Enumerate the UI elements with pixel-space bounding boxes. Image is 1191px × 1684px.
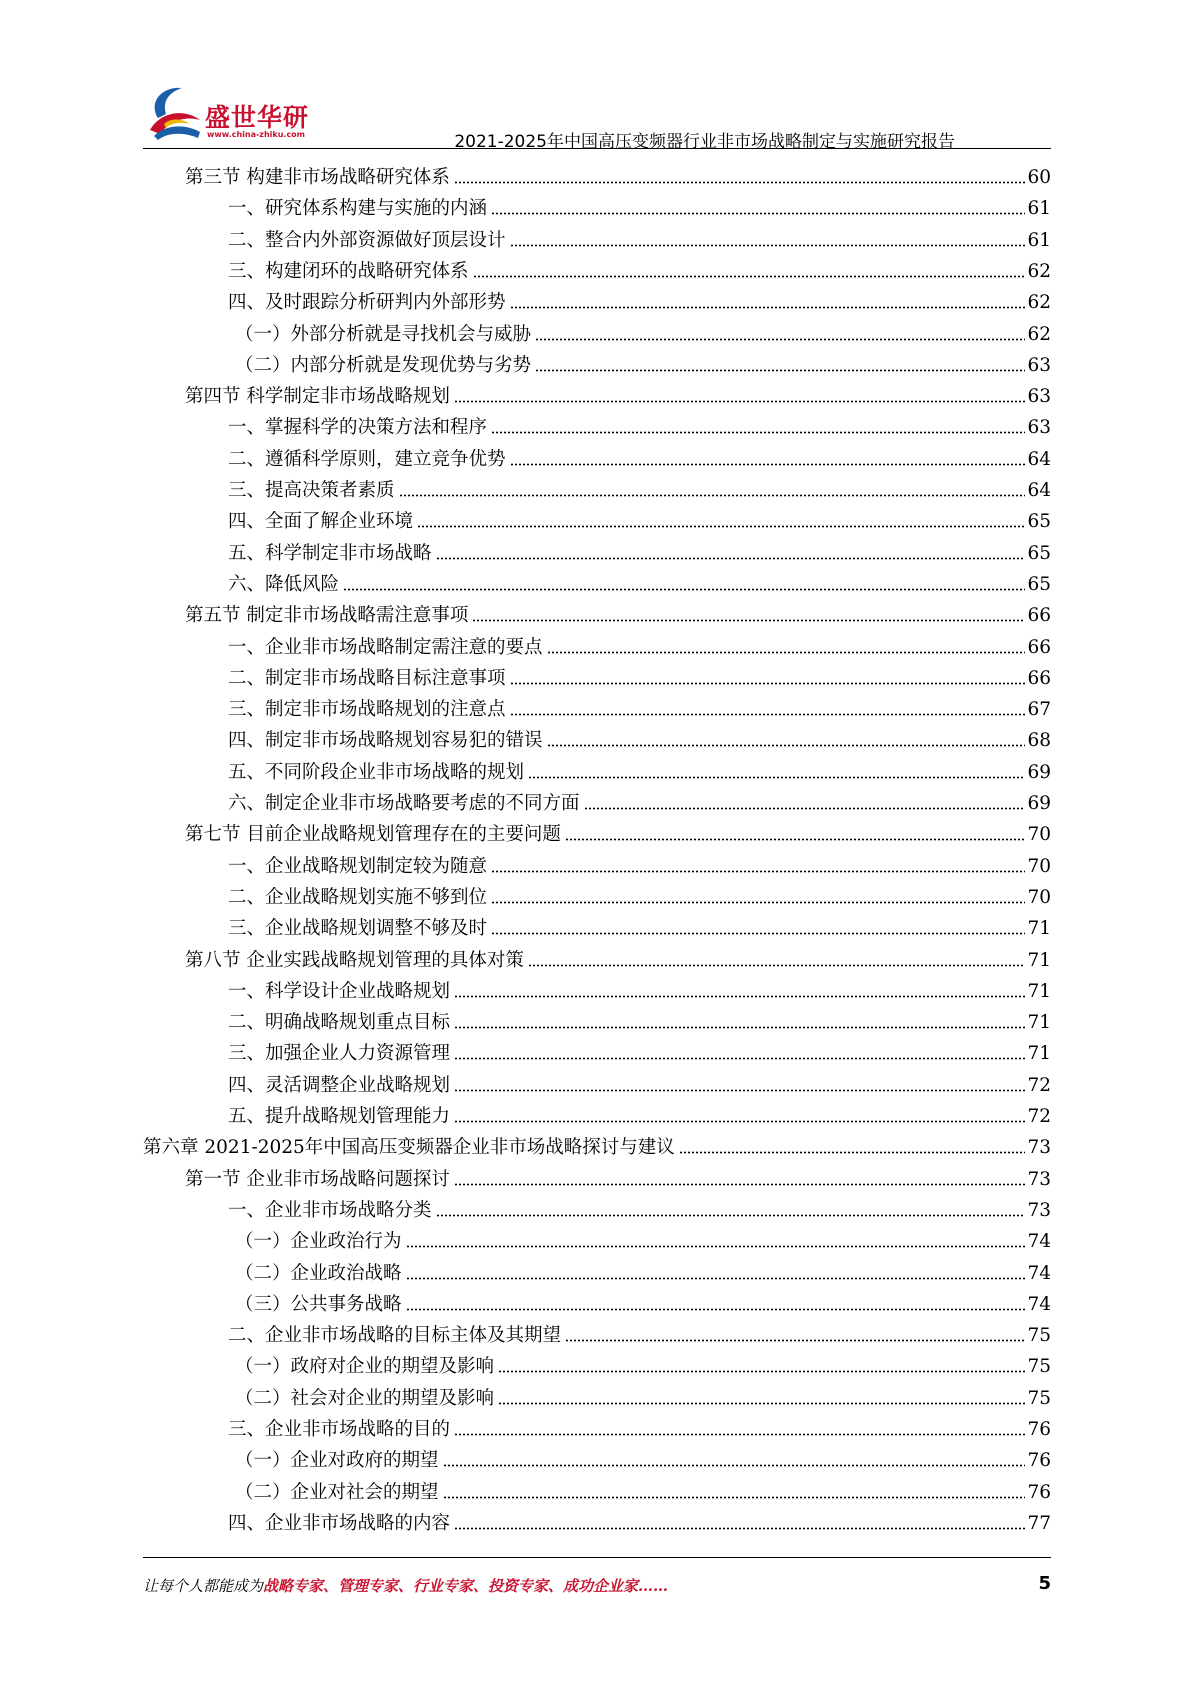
toc-entry-title: 三、制定非市场战略规划的注意点: [228, 699, 506, 721]
toc-entry-page: 63: [1027, 386, 1051, 408]
toc-entry-title: （二）企业对社会的期望: [235, 1481, 439, 1503]
toc-entry-page: 70: [1027, 886, 1051, 908]
toc-entry-page: 65: [1027, 542, 1051, 564]
toc-dot-leader: [406, 1307, 1026, 1312]
page-number: 5: [1038, 1573, 1051, 1594]
toc-entry[interactable]: [235, 317, 1051, 348]
toc-entry-title: （一）政府对企业的期望及影响: [235, 1356, 495, 1378]
toc-dot-leader: [454, 1025, 1025, 1030]
toc-dot-leader: [510, 712, 1026, 717]
toc-entry-title: 三、提高决策者素质: [228, 480, 395, 501]
toc-entry-title: 三、构建闭环的战略研究体系: [228, 260, 469, 282]
toc-entry[interactable]: [235, 1475, 1051, 1506]
toc-entry-page: 72: [1027, 1074, 1051, 1096]
toc-dot-leader: [510, 462, 1026, 467]
toc-entry[interactable]: [228, 223, 1051, 254]
toc-entry[interactable]: [235, 1256, 1051, 1287]
toc-dot-leader: [679, 1150, 1026, 1155]
toc-entry-title: 四、及时跟踪分析研判内外部形势: [228, 292, 506, 314]
brand-name: 盛世华研: [205, 103, 310, 132]
toc-entry-page: 66: [1027, 605, 1051, 627]
toc-entry[interactable]: [228, 1412, 1051, 1443]
toc-entry[interactable]: [228, 692, 1051, 723]
toc-entry-page: 76: [1027, 1481, 1051, 1503]
toc-entry[interactable]: [235, 1224, 1051, 1255]
toc-entry-title: 二、明确战略规划重点目标: [228, 1012, 451, 1034]
toc-dot-leader: [547, 743, 1026, 748]
toc-entry-page: 73: [1027, 1168, 1051, 1190]
toc-dot-leader: [454, 1056, 1025, 1061]
toc-entry-page: 74: [1027, 1262, 1051, 1284]
toc-entry[interactable]: [228, 536, 1051, 567]
toc-entry-title: 四、制定非市场战略规划容易犯的错误: [228, 730, 543, 752]
toc-entry-title: （二）社会对企业的期望及影响: [235, 1387, 495, 1409]
brand-url: www.china-zhiku.com: [207, 130, 306, 139]
toc-entry-page: 71: [1027, 980, 1051, 1002]
toc-entry[interactable]: [228, 254, 1051, 285]
toc-dot-leader: [491, 211, 1025, 216]
toc-dot-leader: [436, 556, 1026, 561]
toc-dot-leader: [491, 931, 1025, 936]
toc-entry-title: 三、企业战略规划调整不够及时: [228, 918, 488, 940]
toc-entry-page: 64: [1027, 480, 1051, 501]
toc-entry-title: 第七节 目前企业战略规划管理存在的主要问题: [185, 824, 561, 846]
toc-entry[interactable]: [228, 285, 1051, 316]
toc-dot-leader: [535, 368, 1025, 373]
toc-entry-page: 62: [1027, 323, 1051, 345]
toc-entry-title: 第五节 制定非市场战略需注意事项: [185, 605, 469, 627]
toc-entry[interactable]: [228, 442, 1051, 473]
toc-entry[interactable]: [228, 1193, 1051, 1224]
toc-entry[interactable]: [143, 1130, 1051, 1161]
toc-entry[interactable]: [185, 1162, 1051, 1193]
toc-entry[interactable]: [235, 1443, 1051, 1474]
toc-entry-page: 66: [1027, 667, 1051, 689]
toc-entry-title: 二、企业战略规划实施不够到位: [228, 886, 488, 908]
toc-entry-page: 76: [1027, 1419, 1051, 1440]
footer-slogan: [143, 1575, 668, 1596]
toc-entry[interactable]: [228, 849, 1051, 880]
footer-slogan-highlight: 战略专家、管理专家、行业专家、投资专家、成功企业家……: [263, 1577, 669, 1595]
toc-entry-page: 72: [1027, 1106, 1051, 1127]
toc-entry-page: 75: [1027, 1387, 1051, 1409]
report-title: 2021-2025年中国高压变频器行业非市场战略制定与实施研究报告: [454, 132, 955, 152]
toc-entry-page: 69: [1027, 793, 1051, 814]
toc-entry[interactable]: [228, 723, 1051, 754]
toc-entry-page: 62: [1027, 292, 1051, 314]
footer-divider: [143, 1557, 1051, 1558]
toc-entry-page: 71: [1027, 1012, 1051, 1034]
toc-entry-title: （二）企业政治战略: [235, 1262, 402, 1284]
toc-entry-page: 77: [1027, 1512, 1051, 1534]
toc-dot-leader: [528, 775, 1025, 780]
toc-entry[interactable]: [228, 1068, 1051, 1099]
toc-dot-leader: [584, 806, 1026, 811]
toc-entry-title: （一）外部分析就是寻找机会与威胁: [235, 323, 532, 345]
toc-entry-title: 一、企业战略规划制定较为随意: [228, 855, 488, 877]
toc-entry-title: 一、企业非市场战略制定需注意的要点: [228, 636, 543, 658]
toc-dot-leader: [443, 1463, 1026, 1468]
toc-dot-leader: [491, 869, 1025, 874]
toc-entry-page: 70: [1027, 824, 1051, 846]
toc-entry-page: 75: [1027, 1356, 1051, 1378]
toc-dot-leader: [406, 1244, 1026, 1249]
toc-entry[interactable]: [228, 630, 1051, 661]
toc-entry-title: 二、企业非市场战略的目标主体及其期望: [228, 1325, 562, 1347]
toc-entry[interactable]: [228, 974, 1051, 1005]
toc-entry-title: 三、加强企业人力资源管理: [228, 1043, 451, 1065]
toc-entry[interactable]: [235, 1349, 1051, 1380]
toc-dot-leader: [498, 1369, 1025, 1374]
toc-entry-page: 63: [1027, 417, 1051, 439]
toc-entry-title: 四、全面了解企业环境: [228, 511, 414, 533]
toc-dot-leader: [510, 243, 1026, 248]
toc-entry[interactable]: [228, 410, 1051, 441]
toc-dot-leader: [454, 1088, 1025, 1093]
toc-entry[interactable]: [228, 1506, 1051, 1537]
toc-entry-title: 二、制定非市场战略目标注意事项: [228, 667, 506, 689]
toc-entry-page: 74: [1027, 1231, 1051, 1253]
toc-dot-leader: [491, 900, 1025, 905]
toc-entry-page: 71: [1027, 1043, 1051, 1065]
toc-dot-leader: [406, 1276, 1026, 1281]
toc-dot-leader: [454, 180, 1026, 185]
toc-entry-title: （三）公共事务战略: [235, 1293, 402, 1315]
toc-dot-leader: [547, 650, 1026, 655]
toc-entry-title: 一、研究体系构建与实施的内涵: [228, 198, 488, 220]
toc-entry-title: 第三节 构建非市场战略研究体系: [185, 167, 450, 188]
toc-entry-title: 五、不同阶段企业非市场战略的规划: [228, 761, 525, 783]
toc-entry[interactable]: [228, 661, 1051, 692]
toc-dot-leader: [454, 399, 1026, 404]
toc-entry-title: 第八节 企业实践战略规划管理的具体对策: [185, 949, 524, 971]
toc-dot-leader: [565, 1338, 1025, 1343]
toc-entry-page: 71: [1027, 949, 1051, 971]
toc-dot-leader: [491, 430, 1025, 435]
toc-entry-title: （一）企业对政府的期望: [235, 1450, 439, 1472]
toc-entry-page: 74: [1027, 1293, 1051, 1315]
toc-entry-title: 四、企业非市场战略的内容: [228, 1512, 451, 1534]
toc-entry[interactable]: [185, 598, 1051, 629]
toc-dot-leader: [565, 837, 1026, 842]
toc-entry[interactable]: [185, 943, 1051, 974]
toc-dot-leader: [454, 1119, 1025, 1124]
toc-entry-page: 75: [1027, 1325, 1051, 1347]
toc-entry[interactable]: [228, 786, 1051, 817]
toc-entry-page: 73: [1027, 1137, 1051, 1159]
toc-entry-page: 70: [1027, 855, 1051, 877]
toc-entry[interactable]: [228, 567, 1051, 598]
toc-entry-page: 71: [1027, 918, 1051, 940]
toc-entry-title: 五、提升战略规划管理能力: [228, 1106, 451, 1127]
toc-dot-leader: [472, 618, 1025, 623]
toc-entry-title: （一）企业政治行为: [235, 1231, 402, 1253]
toc-dot-leader: [454, 1182, 1026, 1187]
toc-dot-leader: [443, 1495, 1026, 1500]
toc-entry-title: 四、灵活调整企业战略规划: [228, 1074, 451, 1096]
toc-entry-title: 六、制定企业非市场战略要考虑的不同方面: [228, 793, 580, 814]
toc-dot-leader: [399, 493, 1026, 498]
page-header: [0, 0, 1191, 150]
toc-entry[interactable]: [228, 504, 1051, 535]
toc-dot-leader: [454, 1526, 1025, 1531]
toc-entry[interactable]: [228, 1318, 1051, 1349]
footer-slogan-prefix: 让每个人都能成为: [143, 1577, 264, 1595]
toc-entry[interactable]: [235, 348, 1051, 379]
toc-dot-leader: [510, 681, 1026, 686]
toc-entry-page: 61: [1027, 198, 1051, 220]
toc-entry-page: 61: [1027, 229, 1051, 251]
toc-entry[interactable]: [228, 473, 1051, 504]
toc-entry-page: 68: [1027, 730, 1051, 752]
toc-entry-page: 65: [1027, 511, 1051, 533]
toc-entry-page: 62: [1027, 260, 1051, 282]
toc-entry-title: 三、企业非市场战略的目的: [228, 1419, 451, 1440]
toc-entry-title: 第六章 2021-2025年中国高压变频器企业非市场战略探讨与建议: [143, 1137, 675, 1159]
toc-dot-leader: [498, 1401, 1025, 1406]
toc-entry-page: 69: [1027, 761, 1051, 783]
toc-entry-title: 六、降低风险: [228, 573, 340, 595]
toc-entry[interactable]: [228, 1005, 1051, 1036]
toc-dot-leader: [436, 1213, 1026, 1218]
toc-entry[interactable]: [228, 880, 1051, 911]
toc-entry[interactable]: [228, 755, 1051, 786]
toc-dot-leader: [528, 963, 1026, 968]
toc-entry-title: 二、整合内外部资源做好顶层设计: [228, 229, 506, 251]
header-divider: [143, 148, 1051, 149]
toc-entry-page: 64: [1027, 448, 1051, 470]
toc-entry-page: 63: [1027, 354, 1051, 376]
toc-entry-title: 第四节 科学制定非市场战略规划: [185, 386, 450, 408]
toc-entry-title: （二）内部分析就是发现优势与劣势: [235, 354, 532, 376]
toc-entry-page: 60: [1027, 167, 1051, 188]
toc-entry-page: 76: [1027, 1450, 1051, 1472]
toc-dot-leader: [454, 994, 1025, 999]
toc-entry[interactable]: [185, 379, 1051, 410]
toc-entry[interactable]: [235, 1381, 1051, 1412]
toc-entry[interactable]: [235, 1287, 1051, 1318]
toc-entry-title: 二、遵循科学原则，建立竞争优势: [228, 448, 506, 470]
toc-dot-leader: [454, 1432, 1025, 1437]
toc-entry[interactable]: [228, 1036, 1051, 1067]
toc-entry-title: 一、科学设计企业战略规划: [228, 980, 451, 1002]
toc-dot-leader: [343, 587, 1025, 592]
toc-entry[interactable]: [228, 1099, 1051, 1130]
toc-entry-title: 一、企业非市场战略分类: [228, 1199, 432, 1221]
toc-entry-page: 65: [1027, 573, 1051, 595]
toc-entry-page: 66: [1027, 636, 1051, 658]
toc-entry[interactable]: [228, 911, 1051, 942]
toc-entry-title: 五、科学制定非市场战略: [228, 542, 432, 564]
toc-entry[interactable]: [228, 191, 1051, 222]
toc-entry-page: 67: [1027, 699, 1051, 721]
toc-entry-title: 一、掌握科学的决策方法和程序: [228, 417, 488, 439]
toc-entry-page: 73: [1027, 1199, 1051, 1221]
toc-dot-leader: [535, 337, 1025, 342]
toc-dot-leader: [417, 524, 1025, 529]
toc-dot-leader: [510, 305, 1026, 310]
toc-entry[interactable]: [185, 160, 1051, 191]
toc-entry-title: 第一节 企业非市场战略问题探讨: [185, 1168, 450, 1190]
toc-dot-leader: [473, 274, 1026, 279]
toc-entry[interactable]: [185, 817, 1051, 848]
